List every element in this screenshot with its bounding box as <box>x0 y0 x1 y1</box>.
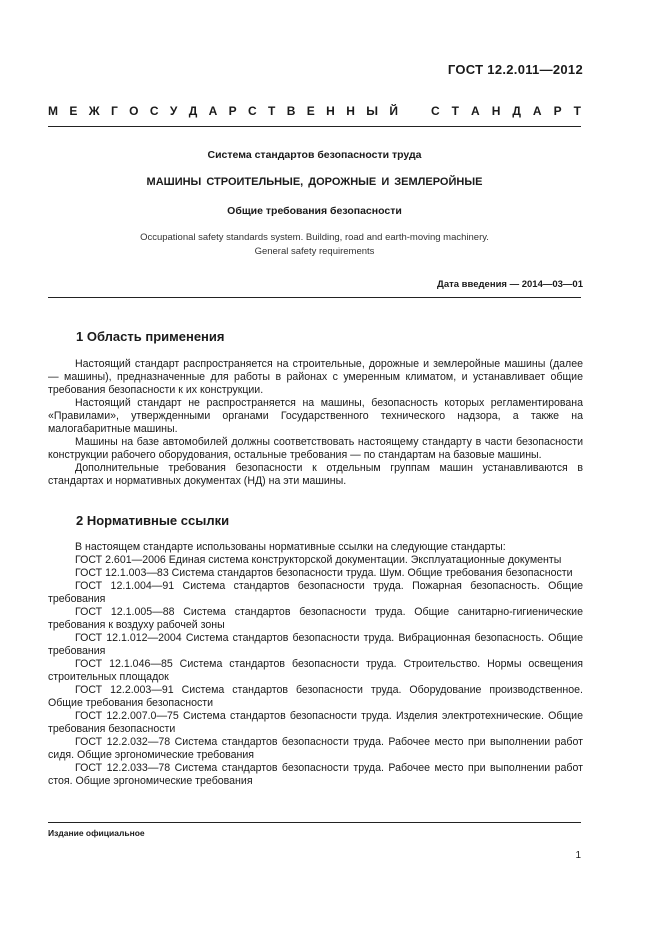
section-2-body <box>48 541 583 788</box>
document-subtitle: Общие требования безопасности <box>227 205 402 217</box>
header-divider <box>48 126 581 127</box>
reference-item: ГОСТ 12.2.007.0—75 Система стандартов безопасности труда. Изделия электротехнические. Общие требования безопасности <box>48 710 583 735</box>
paragraph: Настоящий стандарт не распространяется на машины, безопасность которых регламентирована «Правилами», утвержденными органами Государственного технического надзора, а также на малогабаритные машины. <box>48 397 583 435</box>
document-title: МАШИНЫ СТРОИТЕЛЬНЫЕ, ДОРОЖНЫЕ И ЗЕМЛЕРОЙНЫЕ <box>146 176 483 188</box>
introduction-date: Дата введения — 2014—03—01 <box>437 279 583 290</box>
reference-item: ГОСТ 2.601—2006 Единая система конструкторской документации. Эксплуатационные документы <box>75 554 562 566</box>
interstate-standard-banner <box>48 104 581 118</box>
reference-item: ГОСТ 12.2.032—78 Система стандартов безопасности труда. Рабочее место при выполнении работ сидя. Общие эргономические требования <box>48 736 583 761</box>
page-number: 1 <box>575 850 581 861</box>
section-1-body <box>48 358 583 488</box>
paragraph: Настоящий стандарт распространяется на строительные, дорожные и землеройные машины (далее — машины), предназначенные для работы в районах с умеренным климатом, и устанавливает общие требования безопасности к их конструкции. <box>48 358 583 396</box>
paragraph: Дополнительные требования безопасности к отдельным группам машин устанавливаются в стандартах и нормативных документах (НД) на эти машины. <box>48 462 583 487</box>
interstate-word-1: М Е Ж Г О С У Д А Р С Т В Е Н Н Ы Й <box>48 104 398 118</box>
reference-item: ГОСТ 12.1.012—2004 Система стандартов безопасности труда. Вибрационная безопасность. Общие требования <box>48 632 583 657</box>
section-1-heading: 1 Область применения <box>76 329 225 344</box>
reference-item: ГОСТ 12.1.046—85 Система стандартов безопасности труда. Строительство. Нормы освещения строительных площадок <box>48 658 583 683</box>
system-title: Система стандартов безопасности труда <box>207 149 422 161</box>
english-title-line-1: Occupational safety standards system. Building, road and earth-moving machinery. <box>140 232 489 243</box>
edition-label: Издание официальное <box>48 828 145 838</box>
standard-number: ГОСТ 12.2.011—2012 <box>447 62 583 77</box>
reference-item: ГОСТ 12.1.005—88 Система стандартов безопасности труда. Общие санитарно-гигиенические требования к воздуху рабочей зоны <box>48 606 583 631</box>
reference-item: ГОСТ 12.1.004—91 Система стандартов безопасности труда. Пожарная безопасность. Общие требования <box>48 580 583 605</box>
english-title <box>48 231 581 258</box>
footer-divider <box>48 822 581 823</box>
interstate-word-2: С Т А Н Д А Р Т <box>431 104 581 118</box>
paragraph: Машины на базе автомобилей должны соответствовать настоящему стандарту в части безопасности конструкции рабочего оборудования, остальные требования — по стандартам на базовые машины. <box>48 436 583 461</box>
paragraph: В настоящем стандарте использованы нормативные ссылки на следующие стандарты: <box>75 541 506 553</box>
reference-item: ГОСТ 12.1.003—83 Система стандартов безопасности труда. Шум. Общие требования безопасности <box>75 567 573 579</box>
intro-divider <box>48 297 581 298</box>
reference-item: ГОСТ 12.2.003—91 Система стандартов безопасности труда. Оборудование производственное. Общие требования безопасности <box>48 684 583 709</box>
english-title-line-2: General safety requirements <box>254 245 375 257</box>
section-2-heading: 2 Нормативные ссылки <box>76 513 230 528</box>
reference-item: ГОСТ 12.2.033—78 Система стандартов безопасности труда. Рабочее место при выполнении работ стоя. Общие эргономические требования <box>48 762 583 787</box>
